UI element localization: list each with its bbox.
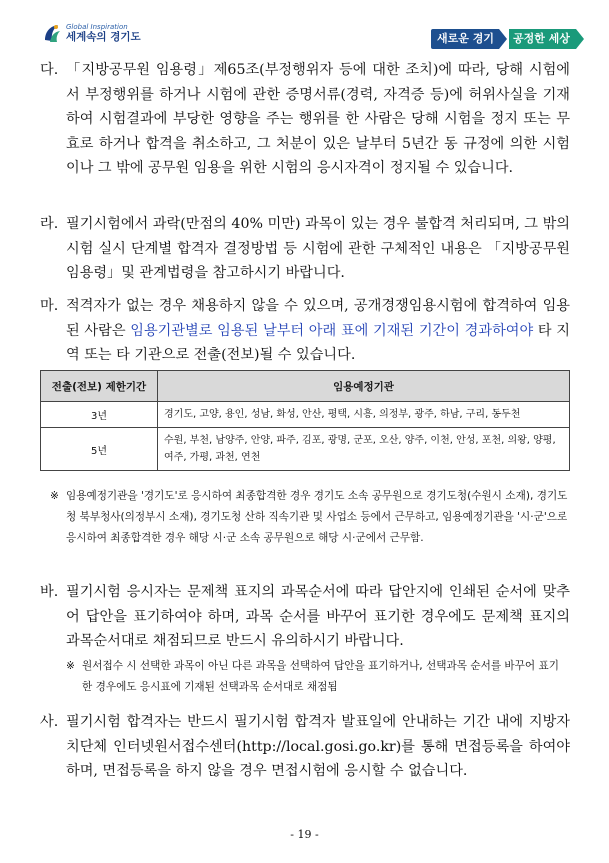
slogan-arrow-icon bbox=[499, 29, 507, 49]
page-number: - 19 - bbox=[290, 828, 319, 841]
section-text: 필기시험에서 과락(만점의 40% 미만) 과목이 있는 경우 불합격 처리되며, 그 밖의 시험 실시 단계별 합격자 결정방법 등 시험에 관한 구체적인 내용은 「지방공무원 임용령」및 관계법령을 참고하시기 바랍니다. bbox=[66, 216, 570, 281]
column-header-agency: 임용예정기관 bbox=[158, 371, 570, 402]
note-answer-order bbox=[66, 656, 566, 698]
column-header-period: 전출(전보) 제한기간 bbox=[41, 371, 158, 402]
page-header bbox=[0, 0, 609, 60]
section-da bbox=[40, 58, 570, 181]
note-marker: ※ bbox=[50, 490, 59, 502]
section-text: 「지방공무원 임용령」제65조(부정행위자 등에 대한 조치)에 따라, 당해 시험에서 부정행위를 하거나 시험에 관한 증명서류(경력, 자격증 등)에 허위사실을 기재하여 시험결과에 부당한 영향을 주는 행위를 한 사람은 당해 시험을 정지 또는 무효로 하거나 합격을 취소하고, 그 처분이 있은 날부터 5년간 동 규정에 의한 시험이나 그 밖에 공무원 임용을 위한 시험의 응시자격이 정지될 수 있습니다. bbox=[66, 62, 570, 176]
table-cell-period: 3년 bbox=[41, 402, 158, 428]
table-cell-period: 5년 bbox=[41, 428, 158, 471]
slogan-part1: 새로운 경기 bbox=[431, 29, 499, 49]
section-text-part: 타 지역 또는 타 기관으로 전출(전보)될 수 있습니다. bbox=[66, 322, 571, 363]
note-text: 원서접수 시 선택한 과목이 아닌 다른 과목을 선택하여 답안을 표기하거나, 선택과목 순서를 바꾸어 표기한 경우에도 응시표에 기재된 선택과목 순서대로 채점됨 bbox=[82, 660, 559, 693]
section-sa bbox=[40, 710, 570, 784]
note-marker: ※ bbox=[66, 660, 75, 672]
section-marker: 바. bbox=[40, 584, 59, 600]
logo-name: 세계속의 경기도 bbox=[66, 30, 141, 43]
gyeonggi-emblem-icon bbox=[42, 22, 62, 44]
section-text: 필기시험 합격자는 반드시 필기시험 합격자 발표일에 안내하는 기간 내에 지방자치단체 인터넷원서접수센터(http://local.gosi.go.kr)를 통해 면접등록을 하여야 하며, 면접등록을 하지 않을 경우 면접시험에 응시할 수 없습니다. bbox=[66, 714, 570, 779]
section-marker: 사. bbox=[40, 714, 59, 730]
section-marker: 라. bbox=[40, 216, 59, 232]
slogan-banner bbox=[431, 29, 576, 49]
section-text bbox=[66, 294, 570, 368]
section-text: 필기시험 응시자는 문제책 표지의 과목순서에 따라 답안지에 인쇄된 순서에 맞추어 답안을 표기하여야 하며, 과목 순서를 바꾸어 표기한 경우에도 문제책 표지의 과목순서대로 채점되므로 반드시 유의하시기 바랍니다. bbox=[66, 584, 570, 649]
highlighted-text: 임용기관별로 임용된 날부터 아래 표에 기재된 기간이 경과하여야 bbox=[130, 322, 534, 339]
note-text: 임용예정기관을 '경기도'로 응시하여 최종합격한 경우 경기도 소속 공무원으로 경기도청(수원시 소재), 경기도청 북부청사(의정부시 소재), 경기도청 산하 직속기관 및 사업소 등에서 근무하고, 임용예정기관을 '시·군'으로 응시하여 최종합격한 경우 해당 시·군 소속 공무원으로 해당 시·군에서 근무함. bbox=[66, 490, 568, 544]
table-cell-agencies: 경기도, 고양, 용인, 성남, 화성, 안산, 평택, 시흥, 의정부, 광주, 하남, 구리, 동두천 bbox=[158, 402, 570, 428]
table-cell-agencies: 수원, 부천, 남양주, 안양, 파주, 김포, 광명, 군포, 오산, 양주, 이천, 안성, 포천, 의왕, 양평, 여주, 가평, 과천, 연천 bbox=[158, 428, 570, 471]
table-row bbox=[41, 428, 570, 471]
section-ma bbox=[40, 294, 570, 368]
section-text-part: 적격자가 없는 경우 채용하지 않을 수 있으며, 공개경쟁임용시험에 합격하여 임용된 사람은 bbox=[66, 298, 570, 339]
section-ba bbox=[40, 580, 570, 654]
transfer-restriction-table bbox=[40, 370, 570, 471]
note-assignment bbox=[50, 486, 570, 549]
gyeonggi-logo bbox=[42, 22, 141, 44]
slogan-part2: 공정한 세상 bbox=[509, 29, 576, 49]
logo-tagline: Global Inspiration bbox=[66, 22, 128, 31]
table-row bbox=[41, 402, 570, 428]
section-marker: 다. bbox=[40, 62, 59, 78]
table-header-row bbox=[41, 371, 570, 402]
section-ra bbox=[40, 212, 570, 286]
section-marker: 마. bbox=[40, 298, 59, 314]
